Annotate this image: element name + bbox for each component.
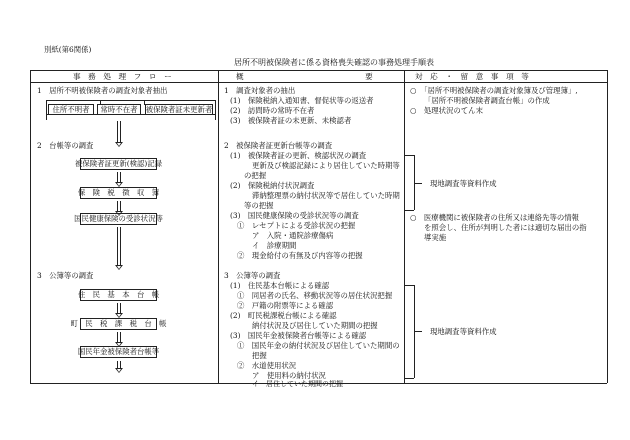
flow-box-medical-status: 国民健康保険の受診状況等 (74, 214, 163, 224)
summary-s3-line: ① 国民年金の納付状況及び居住していた期間の (237, 341, 400, 350)
summary-s1-line: (3) 被保険者証の未更新、未検認者 (230, 116, 352, 125)
flow-step1-title: 1 居所不明被保険者の調査対象者抽出 (37, 86, 168, 95)
summary-s2-line: 等の把握 (244, 201, 274, 210)
notes-line: ○ 「居所不明被保険者の調査対象簿及び管理簿」, (410, 86, 578, 95)
summary-s2-line: 更新及び検認記録により居住していた時期等 (252, 161, 400, 170)
summary-s2-line: の把握 (244, 171, 267, 180)
notes-line: 現地調査等資料作成 (430, 179, 497, 188)
summary-s3-line: イ 居住していた期間の把握 (252, 380, 343, 388)
summary-s2-line: (3) 国民健康保険の受診状況等の調査 (230, 211, 359, 220)
flow-arrow-down-icon (116, 361, 124, 374)
flow-box-pension-register: 国民年金被保険者台帳等 (77, 347, 160, 357)
header-flow: 事 務 処 理 フ ロ ー (73, 72, 172, 81)
notes-line: 現地調査等資料作成 (430, 327, 497, 336)
notes-line: ○ 処理状況のてん末 (410, 106, 483, 115)
flow-arrow-down-icon (116, 227, 124, 273)
flow-arrow-down-icon (116, 303, 124, 319)
document-title: 居所不明被保険者に係る資格喪失確認の事務処理手順表 (234, 58, 434, 67)
summary-s3-line: ② 水道使用状況 (237, 361, 297, 370)
flow-arrow-down-icon (116, 121, 124, 149)
summary-s1-line: (2) 訪問時の常時不在者 (230, 106, 315, 115)
summary-s2-line: ① レセプトによる受診状況の把握 (237, 221, 356, 230)
flow-step2-title: 2 台帳等の調査 (37, 141, 94, 150)
summary-s2-line: (1) 被保険者証の更新、検認状況の調査 (230, 151, 367, 160)
flow-box-tax-collection-book: 保 険 税 徴 収 簿 (77, 188, 160, 198)
summary-s1-line: 1 調査対象者の抽出 (224, 86, 296, 95)
summary-s3-line: 納付状況及び居住していた期間の把握 (252, 321, 378, 330)
summary-s3-line: (1) 住民基本台帳による確認 (230, 281, 330, 290)
header-summary: 概 要 (236, 72, 373, 81)
flow-step3-title: 3 公簿等の調査 (37, 271, 94, 280)
summary-s3-line: (3) 国民年金被保険者台帳等による確認 (230, 331, 367, 340)
summary-s2-line: ア 入院・通院診療傷病 (252, 231, 334, 240)
header-notes: 対 応 ・ 留 意 事 項 等 (415, 72, 529, 81)
flow-box-resident-register: 住 民 基 本 台 帳 (77, 290, 160, 300)
summary-s2-line: イ 診療期間 (252, 241, 297, 250)
summary-s3-line: ② 戸籍の附票等による確認 (237, 301, 334, 310)
flow-box-always-absent: 常時不在者 (97, 104, 141, 115)
summary-s3-line: ① 同居者の氏名、移動状況等の居住状況把握 (237, 291, 393, 300)
flow-box-card-not-renewed: 被保険者証未更新者 (145, 104, 213, 114)
notes-line: 導実施 (424, 233, 447, 242)
annex-label: 別紙(第6関係) (44, 45, 92, 54)
notes-line: 「居所不明被保険者調査台帳」の作成 (424, 96, 550, 105)
flow-box-renewal-record: 被保険者証更新(検認)記録 (74, 159, 163, 169)
notes-line: を照会し、住所が判明した者には適切な届出の指 (424, 223, 587, 232)
flow-box-address-unknown: 住所不明者 (48, 104, 94, 115)
summary-s1-line: (1) 保険税納入通知書、督促状等の返送者 (230, 96, 374, 105)
summary-s3-line: 把握 (252, 351, 267, 360)
summary-s2-line: 2 被保険者証更新台帳等の調査 (224, 141, 333, 150)
summary-s3-line: 3 公簿等の調査 (224, 271, 281, 280)
summary-s2-line: (2) 保険税納付状況調査 (230, 181, 315, 190)
flow-box-town-tax-register: 町 民 税 課 税 台 帳 (70, 319, 167, 329)
summary-s2-line: ② 現金給付の有無及び内容等の把握 (237, 251, 363, 260)
flow-arrow-down-icon (116, 172, 124, 188)
summary-s3-line: (2) 町民税課税台帳による確認 (230, 311, 337, 320)
summary-s2-line: 滞納整理票の納付状況等で居住していた時期 (252, 191, 400, 200)
summary-s3-line: ア 使用料の納付状況 (252, 371, 326, 380)
notes-line: ○ 医療機関に被保険者の住所又は連絡先等の情報 (410, 213, 580, 222)
